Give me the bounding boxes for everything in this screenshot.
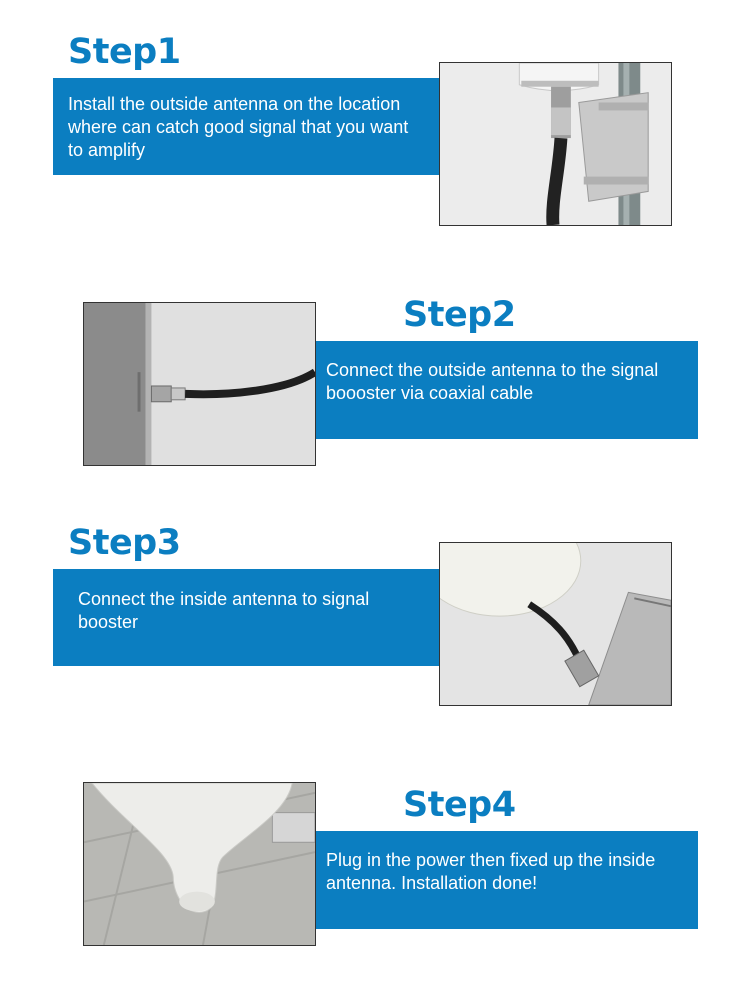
ceiling-antenna-installed-image [84, 783, 315, 945]
step-2-description-band [316, 341, 698, 439]
step-1-title: Step1 [68, 32, 181, 72]
step-2-photo [83, 302, 316, 466]
step-4-title: Step4 [403, 785, 516, 825]
step-1-description: Install the outside antenna on the location where can catch good signal that you want to amplify [68, 94, 409, 160]
step-3-description: Connect the inside antenna to signal booster [78, 589, 370, 632]
outdoor-antenna-mount-image [440, 63, 671, 225]
step-4-description: Plug in the power then fixed up the inside antenna. Installation done! [326, 850, 656, 893]
step-2-title: Step2 [403, 295, 516, 335]
step-3-title: Step3 [68, 523, 181, 563]
step-3-photo [439, 542, 672, 706]
booster-coax-connection-image [84, 303, 315, 465]
step-4-description-band [316, 831, 698, 929]
step-1-photo [439, 62, 672, 226]
step-4-photo [83, 782, 316, 946]
step-1-description-band [53, 78, 440, 175]
inside-antenna-booster-image [440, 543, 671, 705]
step-2-description: Connect the outside antenna to the signal boooster via coaxial cable [326, 360, 659, 403]
step-3-description-band [53, 569, 440, 666]
